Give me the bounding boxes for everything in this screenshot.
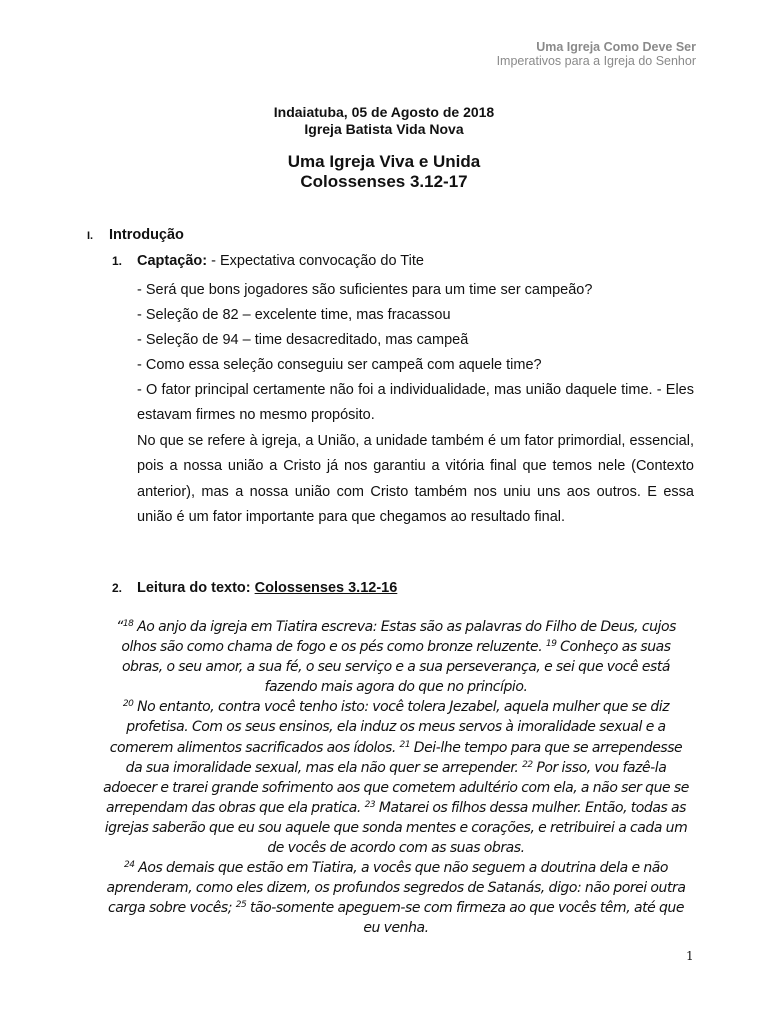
body-line: - Seleção de 94 – time desacreditado, mas campeã <box>137 332 469 348</box>
verse-number: 22 <box>522 759 533 770</box>
church-name: Igreja Batista Vida Nova <box>304 121 464 137</box>
verse-text: Ao anjo da igreja em Tiatira escreva: Estas são as palavras do Filho de Deus, cujos olhos são como chama de fogo e os pés como bronze reluzente. <box>121 619 676 656</box>
open-quote-mark: “ <box>116 619 123 635</box>
page-number: 1 <box>686 949 694 963</box>
running-header-subtitle: Imperativos para a Igreja do Senhor <box>496 54 696 68</box>
running-header <box>497 40 696 68</box>
verse-text: Por isso, vou fazê-la adoecer e trarei grande sofrimento aos que cometem adultério com ela, a não ser que se arrependam das obras que ela pratica. <box>103 759 689 816</box>
list-item-captacao <box>112 253 424 269</box>
running-header-title: Uma Igreja Como Deve Ser <box>536 40 696 54</box>
body-line: - Seleção de 82 – excelente time, mas fracassou <box>137 307 451 323</box>
sermon-passage: Colossenses 3.12-17 <box>300 172 468 191</box>
verse-number: 23 <box>364 799 376 810</box>
place-date: Indaiatuba, 05 de Agosto de 2018 <box>273 104 495 120</box>
scripture-reference: Colossenses 3.12-16 <box>254 580 398 596</box>
section-numeral: I. <box>87 230 94 242</box>
verse-text: tão-somente apeguem-se com firmeza ao que vocês têm, até que eu venha. <box>246 900 684 937</box>
list-item-leitura <box>112 580 397 596</box>
verse-number: 24 <box>124 860 135 871</box>
verse-text: Aos demais que estão em Tiatira, a vocês que não seguem a doutrina dela e não aprenderam, como eles dizem, os profundos segredos de Satanás, digo: não porei outra carga sobre vocês; <box>106 860 686 917</box>
sermon-meta <box>0 104 768 138</box>
item-label: Leitura do texto: <box>137 580 251 596</box>
verse-number: 25 <box>235 900 247 911</box>
sermon-title: Uma Igreja Viva e Unida <box>287 152 481 171</box>
verse-number: 19 <box>545 639 557 650</box>
section-heading <box>87 227 184 243</box>
item-label: Captação: <box>137 253 208 269</box>
verse-text: Matarei os filhos dessa mulher. Então, todas as igrejas saberão que eu sou aquele que sonda mentes e corações, e retribuirei a cada um de vocês de acordo com as suas obras. <box>104 799 688 857</box>
captacao-body <box>137 278 694 530</box>
verse-text: Conheço as suas obras, o seu amor, a sua fé, o seu serviço e a sua perseverança, e sei que você está fazendo mais agora do que no princípio. <box>121 639 671 696</box>
body-paragraph: No que se refere à igreja, a União, a unidade também é um fator primordial, essencial, pois a nossa união a Cristo já nos garantiu a vitória final que temos nele (Contexto anterior), mas a nossa união com Cristo também nos uniu uns aos outros. E essa união é um fator importante para que chegamos ao resultado final. <box>137 432 694 526</box>
section-title: Introdução <box>109 227 184 243</box>
verse-text: No entanto, contra você tenho isto: você tolera Jezabel, aquela mulher que se diz profetisa. Com os seus ensinos, ela induz os meus servos à imoralidade sexual e a comerem alimentos sacrificados aos ídolos. <box>109 699 670 756</box>
item-text: - Expectativa convocação do Tite <box>207 253 424 269</box>
item-number: 2. <box>112 581 123 595</box>
body-line: - O fator principal certamente não foi a individualidade, mas união daquele time. - Eles estavam firmes no mesmo propósito. <box>137 382 694 424</box>
verse-number: 18 <box>122 619 134 629</box>
verse-number: 21 <box>399 739 411 750</box>
verse-text: Dei-lhe tempo para que se arrependesse da sua imoralidade sexual, mas ela não quer se arrepender. <box>125 739 683 776</box>
verse-number: 20 <box>122 699 134 710</box>
item-number: 1. <box>112 254 123 268</box>
scripture-quote <box>100 617 692 939</box>
body-line: - Como essa seleção conseguiu ser campeã com aquele time? <box>137 357 542 373</box>
body-line: - Será que bons jogadores são suficientes para um time ser campeão? <box>137 282 593 298</box>
sermon-title-block <box>0 152 768 192</box>
